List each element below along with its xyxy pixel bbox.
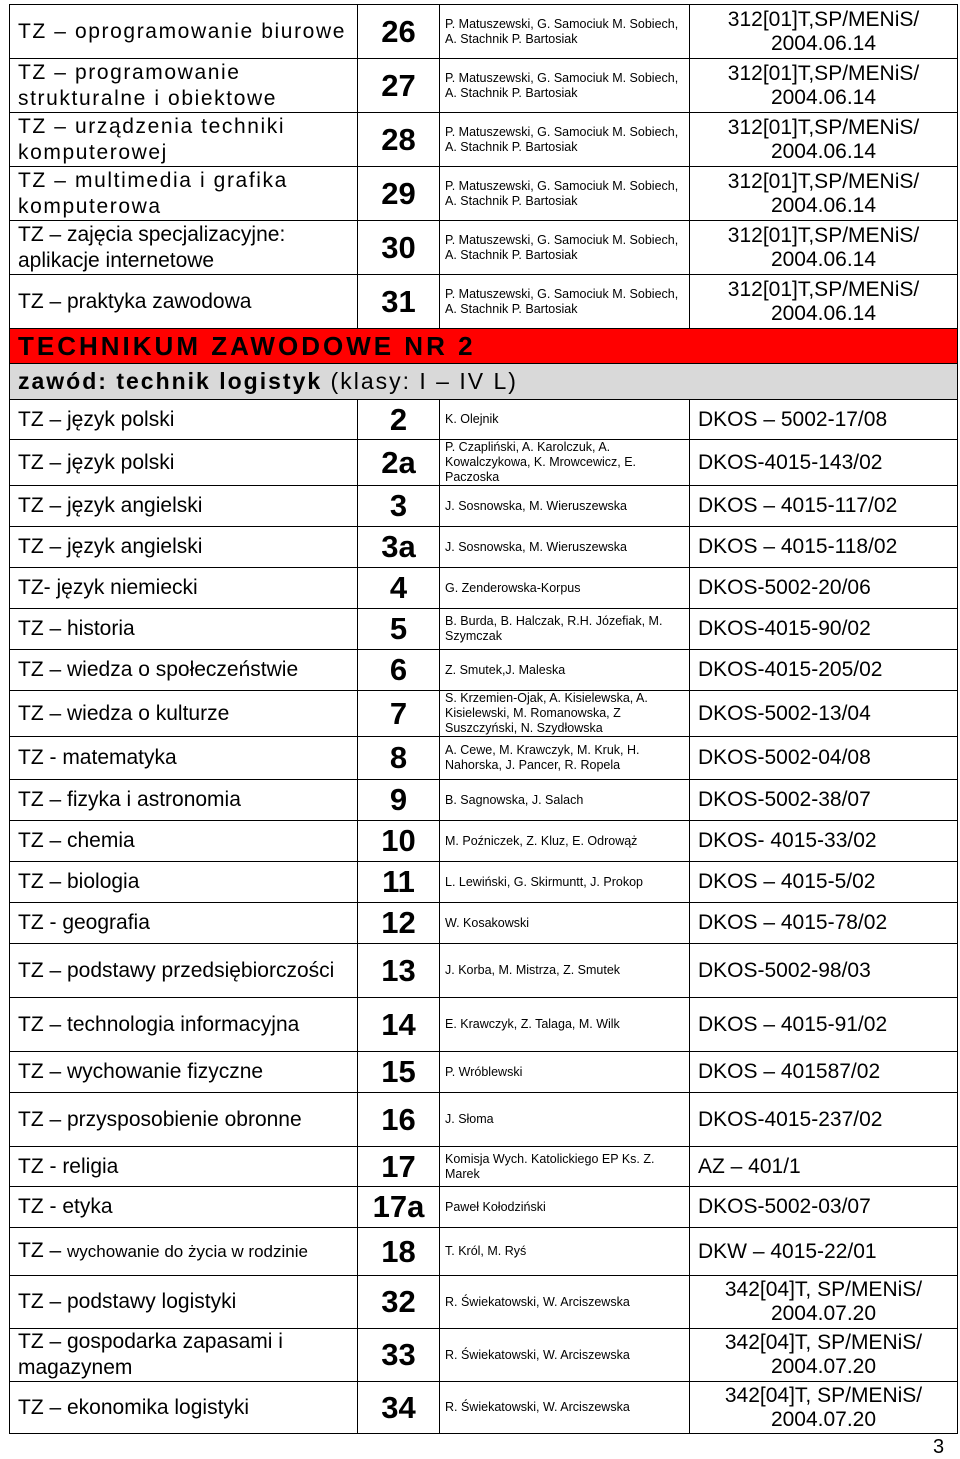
program-number: 10 bbox=[358, 821, 440, 862]
program-number: 15 bbox=[358, 1052, 440, 1093]
authors-cell: L. Lewiński, G. Skirmuntt, J. Prokop bbox=[440, 862, 690, 903]
table-row bbox=[10, 527, 958, 568]
table-row bbox=[10, 821, 958, 862]
profession-label: zawód: technik logistyk bbox=[18, 368, 323, 394]
program-number: 3a bbox=[358, 527, 440, 568]
section-banner bbox=[10, 329, 958, 364]
table-row bbox=[10, 998, 958, 1052]
authors-cell: Komisja Wych. Katolickiego EP Ks. Z. Marek bbox=[440, 1147, 690, 1187]
subject-cell: TZ – język angielski bbox=[10, 486, 358, 527]
program-number: 11 bbox=[358, 862, 440, 903]
approval-number: DKOS-5002-98/03 bbox=[690, 944, 958, 998]
table-row bbox=[10, 221, 958, 275]
approval-number: 312[01]T,SP/MENiS/ 2004.06.14 bbox=[690, 5, 958, 59]
authors-cell: B. Burda, B. Halczak, R.H. Józefiak, M. Szymczak bbox=[440, 609, 690, 650]
approval-number: 342[04]T, SP/MENiS/ 2004.07.20 bbox=[690, 1329, 958, 1382]
authors-cell: R. Świekatowski, W. Arciszewska bbox=[440, 1329, 690, 1382]
subject-cell: TZ – oprogramowanie biurowe bbox=[10, 5, 358, 59]
approval-number: DKOS-4015-143/02 bbox=[690, 440, 958, 486]
program-number: 7 bbox=[358, 691, 440, 737]
authors-cell: R. Świekatowski, W. Arciszewska bbox=[440, 1276, 690, 1329]
approval-number: DKOS – 4015-117/02 bbox=[690, 486, 958, 527]
subject-cell: TZ – chemia bbox=[10, 821, 358, 862]
approval-number: 342[04]T, SP/MENiS/ 2004.07.20 bbox=[690, 1276, 958, 1329]
approval-number: DKOS – 4015-91/02 bbox=[690, 998, 958, 1052]
authors-cell: E. Krawczyk, Z. Talaga, M. Wilk bbox=[440, 998, 690, 1052]
approval-number: DKOS-5002-38/07 bbox=[690, 780, 958, 821]
subject-cell: TZ – multimedia i grafika komputerowa bbox=[10, 167, 358, 221]
table-row bbox=[10, 737, 958, 780]
program-number: 6 bbox=[358, 650, 440, 691]
approval-number: DKOS-5002-04/08 bbox=[690, 737, 958, 780]
table-row bbox=[10, 1093, 958, 1147]
subject-cell: TZ – historia bbox=[10, 609, 358, 650]
authors-cell: J. Sosnowska, M. Wieruszewska bbox=[440, 486, 690, 527]
subject-cell: TZ – praktyka zawodowa bbox=[10, 275, 358, 329]
approval-number: DKOS-4015-90/02 bbox=[690, 609, 958, 650]
table-row bbox=[10, 650, 958, 691]
program-number: 17a bbox=[358, 1187, 440, 1228]
section-subheader bbox=[10, 364, 958, 400]
program-number: 26 bbox=[358, 5, 440, 59]
authors-cell: P. Matuszewski, G. Samociuk M. Sobiech, A. Stachnik P. Bartosiak bbox=[440, 59, 690, 113]
authors-cell: P. Matuszewski, G. Samociuk M. Sobiech, A. Stachnik P. Bartosiak bbox=[440, 113, 690, 167]
program-number: 13 bbox=[358, 944, 440, 998]
approval-number: DKOS-4015-237/02 bbox=[690, 1093, 958, 1147]
table-row bbox=[10, 1052, 958, 1093]
table-row bbox=[10, 903, 958, 944]
table-row bbox=[10, 691, 958, 737]
subject-cell: TZ – wiedza o kulturze bbox=[10, 691, 358, 737]
authors-cell: P. Matuszewski, G. Samociuk M. Sobiech, A. Stachnik P. Bartosiak bbox=[440, 5, 690, 59]
authors-cell: J. Korba, M. Mistrza, Z. Smutek bbox=[440, 944, 690, 998]
table-row bbox=[10, 1228, 958, 1276]
approval-number: DKOS- 4015-33/02 bbox=[690, 821, 958, 862]
subject-cell: TZ – język polski bbox=[10, 440, 358, 486]
subject-cell: TZ- język niemiecki bbox=[10, 568, 358, 609]
authors-cell: P. Czapliński, A. Karolczuk, A. Kowalczykowa, K. Mrowcewicz, E. Paczoska bbox=[440, 440, 690, 486]
subject-cell: TZ – technologia informacyjna bbox=[10, 998, 358, 1052]
table-row bbox=[10, 1276, 958, 1329]
subject-cell: TZ – programowanie strukturalne i obiektowe bbox=[10, 59, 358, 113]
approval-number: DKOS-4015-205/02 bbox=[690, 650, 958, 691]
approval-number: 312[01]T,SP/MENiS/ 2004.06.14 bbox=[690, 221, 958, 275]
table-row bbox=[10, 113, 958, 167]
authors-cell: G. Zenderowska-Korpus bbox=[440, 568, 690, 609]
program-number: 3 bbox=[358, 486, 440, 527]
authors-cell: J. Sosnowska, M. Wieruszewska bbox=[440, 527, 690, 568]
program-number: 5 bbox=[358, 609, 440, 650]
authors-cell: Paweł Kołodziński bbox=[440, 1187, 690, 1228]
school-title: TECHNIKUM ZAWODOWE NR 2 bbox=[10, 329, 958, 364]
program-number: 18 bbox=[358, 1228, 440, 1276]
table-row bbox=[10, 1147, 958, 1187]
program-number: 9 bbox=[358, 780, 440, 821]
authors-cell: P. Matuszewski, G. Samociuk M. Sobiech, A. Stachnik P. Bartosiak bbox=[440, 275, 690, 329]
curriculum-table bbox=[9, 4, 958, 1434]
table-row bbox=[10, 59, 958, 113]
table-row bbox=[10, 568, 958, 609]
program-number: 29 bbox=[358, 167, 440, 221]
subject-cell: TZ – zajęcia specjalizacyjne: aplikacje internetowe bbox=[10, 221, 358, 275]
subject-cell: TZ – gospodarka zapasami i magazynem bbox=[10, 1329, 358, 1382]
table-row bbox=[10, 1382, 958, 1434]
page-number: 3 bbox=[933, 1436, 945, 1458]
profession-heading bbox=[10, 364, 958, 400]
program-number: 12 bbox=[358, 903, 440, 944]
approval-number: DKOS – 4015-118/02 bbox=[690, 527, 958, 568]
subject-cell: TZ – biologia bbox=[10, 862, 358, 903]
authors-cell: T. Król, M. Ryś bbox=[440, 1228, 690, 1276]
approval-number: DKOS – 4015-5/02 bbox=[690, 862, 958, 903]
authors-cell: S. Krzemien-Ojak, A. Kisielewska, A. Kisielewski, M. Romanowska, Z Suszczyński, N. Szydłowska bbox=[440, 691, 690, 737]
approval-number: AZ – 401/1 bbox=[690, 1147, 958, 1187]
subject-cell: TZ - matematyka bbox=[10, 737, 358, 780]
table-row bbox=[10, 167, 958, 221]
authors-cell: J. Słoma bbox=[440, 1093, 690, 1147]
approval-number: DKOS-5002-20/06 bbox=[690, 568, 958, 609]
authors-cell: M. Poźniczek, Z. Kluz, E. Odrowąż bbox=[440, 821, 690, 862]
program-number: 31 bbox=[358, 275, 440, 329]
subject-cell: TZ - etyka bbox=[10, 1187, 358, 1228]
subject-cell: TZ – przysposobienie obronne bbox=[10, 1093, 358, 1147]
table-row bbox=[10, 1329, 958, 1382]
program-number: 33 bbox=[358, 1329, 440, 1382]
approval-number: DKOS – 4015-78/02 bbox=[690, 903, 958, 944]
table-row bbox=[10, 486, 958, 527]
table-row bbox=[10, 609, 958, 650]
subject-text: wychowanie do życia w rodzinie bbox=[67, 1242, 308, 1261]
program-number: 34 bbox=[358, 1382, 440, 1434]
authors-cell: P. Matuszewski, G. Samociuk M. Sobiech, A. Stachnik P. Bartosiak bbox=[440, 221, 690, 275]
program-number: 2a bbox=[358, 440, 440, 486]
program-number: 2 bbox=[358, 400, 440, 440]
authors-cell: A. Cewe, M. Krawczyk, M. Kruk, H. Nahorska, J. Pancer, R. Ropela bbox=[440, 737, 690, 780]
approval-number: 312[01]T,SP/MENiS/ 2004.06.14 bbox=[690, 167, 958, 221]
approval-number: DKOS – 5002-17/08 bbox=[690, 400, 958, 440]
authors-cell: W. Kosakowski bbox=[440, 903, 690, 944]
program-number: 16 bbox=[358, 1093, 440, 1147]
subject-cell: TZ – urządzenia techniki komputerowej bbox=[10, 113, 358, 167]
table-row bbox=[10, 780, 958, 821]
subject-cell: TZ – język angielski bbox=[10, 527, 358, 568]
table-row bbox=[10, 275, 958, 329]
authors-cell: R. Świekatowski, W. Arciszewska bbox=[440, 1382, 690, 1434]
authors-cell: P. Matuszewski, G. Samociuk M. Sobiech, A. Stachnik P. Bartosiak bbox=[440, 167, 690, 221]
subject-cell: TZ - religia bbox=[10, 1147, 358, 1187]
table-row bbox=[10, 400, 958, 440]
subject-cell: TZ – ekonomika logistyki bbox=[10, 1382, 358, 1434]
authors-cell: P. Wróblewski bbox=[440, 1052, 690, 1093]
subject-cell: TZ - geografia bbox=[10, 903, 358, 944]
table-row bbox=[10, 862, 958, 903]
subject-cell: TZ – podstawy logistyki bbox=[10, 1276, 358, 1329]
subject-cell: TZ – wychowanie fizyczne bbox=[10, 1052, 358, 1093]
approval-number: 312[01]T,SP/MENiS/ 2004.06.14 bbox=[690, 113, 958, 167]
subject-cell: TZ – fizyka i astronomia bbox=[10, 780, 358, 821]
program-number: 32 bbox=[358, 1276, 440, 1329]
approval-number: 312[01]T,SP/MENiS/ 2004.06.14 bbox=[690, 275, 958, 329]
classes-label: (klasy: I – IV L) bbox=[322, 368, 518, 394]
approval-number: DKOS-5002-13/04 bbox=[690, 691, 958, 737]
table-row bbox=[10, 944, 958, 998]
approval-number: 342[04]T, SP/MENiS/ 2004.07.20 bbox=[690, 1382, 958, 1434]
approval-number: DKOS – 401587/02 bbox=[690, 1052, 958, 1093]
authors-cell: Z. Smutek,J. Maleska bbox=[440, 650, 690, 691]
program-number: 17 bbox=[358, 1147, 440, 1187]
table-row bbox=[10, 1187, 958, 1228]
program-number: 4 bbox=[358, 568, 440, 609]
program-number: 8 bbox=[358, 737, 440, 780]
subject-cell: TZ – podstawy przedsiębiorczości bbox=[10, 944, 358, 998]
subject-cell: TZ – wiedza o społeczeństwie bbox=[10, 650, 358, 691]
program-number: 28 bbox=[358, 113, 440, 167]
table-row bbox=[10, 5, 958, 59]
table-row bbox=[10, 440, 958, 486]
program-number: 14 bbox=[358, 998, 440, 1052]
approval-number: DKOS-5002-03/07 bbox=[690, 1187, 958, 1228]
program-number: 30 bbox=[358, 221, 440, 275]
program-number: 27 bbox=[358, 59, 440, 113]
subject-prefix: TZ – bbox=[18, 1239, 68, 1262]
subject-cell: TZ – język polski bbox=[10, 400, 358, 440]
authors-cell: B. Sagnowska, J. Salach bbox=[440, 780, 690, 821]
subject-cell bbox=[10, 1228, 358, 1276]
authors-cell: K. Olejnik bbox=[440, 400, 690, 440]
approval-number: DKW – 4015-22/01 bbox=[690, 1228, 958, 1276]
approval-number: 312[01]T,SP/MENiS/ 2004.06.14 bbox=[690, 59, 958, 113]
